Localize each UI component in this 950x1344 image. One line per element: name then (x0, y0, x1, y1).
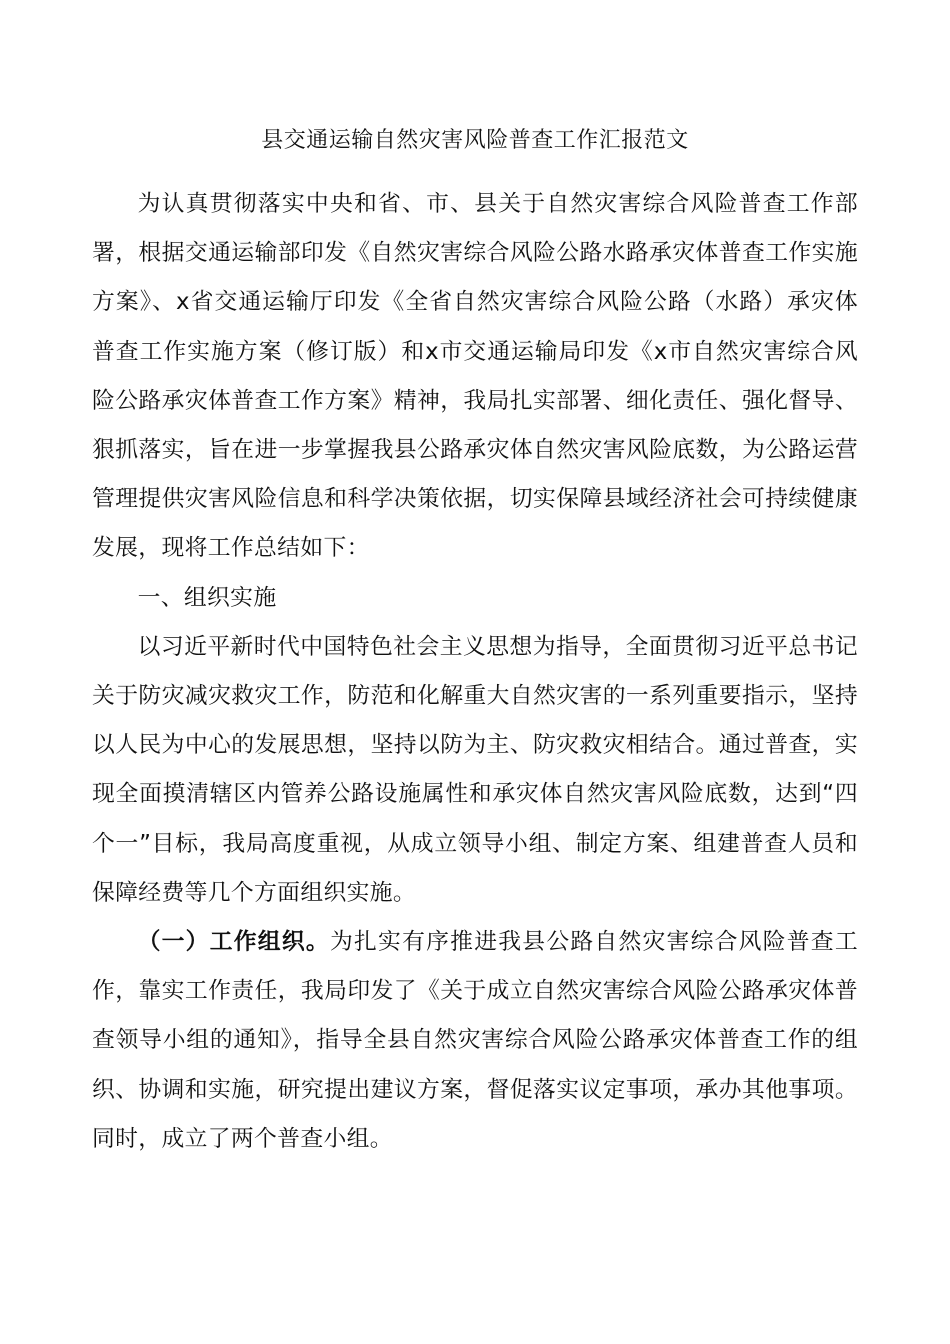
subsection-1-paragraph (92, 918, 858, 1164)
intro-paragraph: 为认真贯彻落实中央和省、市、县关于自然灾害综合风险普查工作部署，根据交通运输部印发《自然灾害综合风险公路水路承灾体普查工作实施方案》、x省交通运输厅印发《全省自然灾害综合风险公路（水路）承灾体普查工作实施方案（修订版）和x市交通运输局印发《x市自然灾害综合风险公路承灾体普查工作方案》精神，我局扎实部署、细化责任、强化督导、狠抓落实，旨在进一步掌握我县公路承灾体自然灾害风险底数，为公路运营管理提供灾害风险信息和科学决策依据，切实保障县域经济社会可持续健康发展，现将工作总结如下： (92, 191, 858, 562)
document-title: 县交通运输自然灾害风险普查工作汇报范文 (261, 128, 689, 153)
subsection-1-text: 为扎实有序推进我县公路自然灾害综合风险普查工作，靠实工作责任，我局印发了《关于成立自然灾害综合风险公路承灾体普查领导小组的通知》，指导全县自然灾害综合风险公路承灾体普查工作的组织、协调和实施，研究提出建议方案，督促落实议定事项，承办其他事项。同时，成立了两个普查小组。 (92, 929, 858, 1152)
subsection-1-lead: （一）工作组织。 (137, 929, 330, 956)
section-1-paragraph: 以习近平新时代中国特色社会主义思想为指导，全面贯彻习近平总书记关于防灾减灾救灾工作，防范和化解重大自然灾害的一系列重要指示，坚持以人民为中心的发展思想，坚持以防为主、防灾救灾相结合。通过普查，实现全面摸清辖区内管养公路设施属性和承灾体自然灾害风险底数，达到“四个一”目标，我局高度重视，从成立领导小组、制定方案、组建普查人员和保障经费等几个方面组织实施。 (92, 633, 858, 906)
document-body (92, 180, 858, 1164)
section-heading-1: 一、组织实施 (137, 584, 277, 611)
